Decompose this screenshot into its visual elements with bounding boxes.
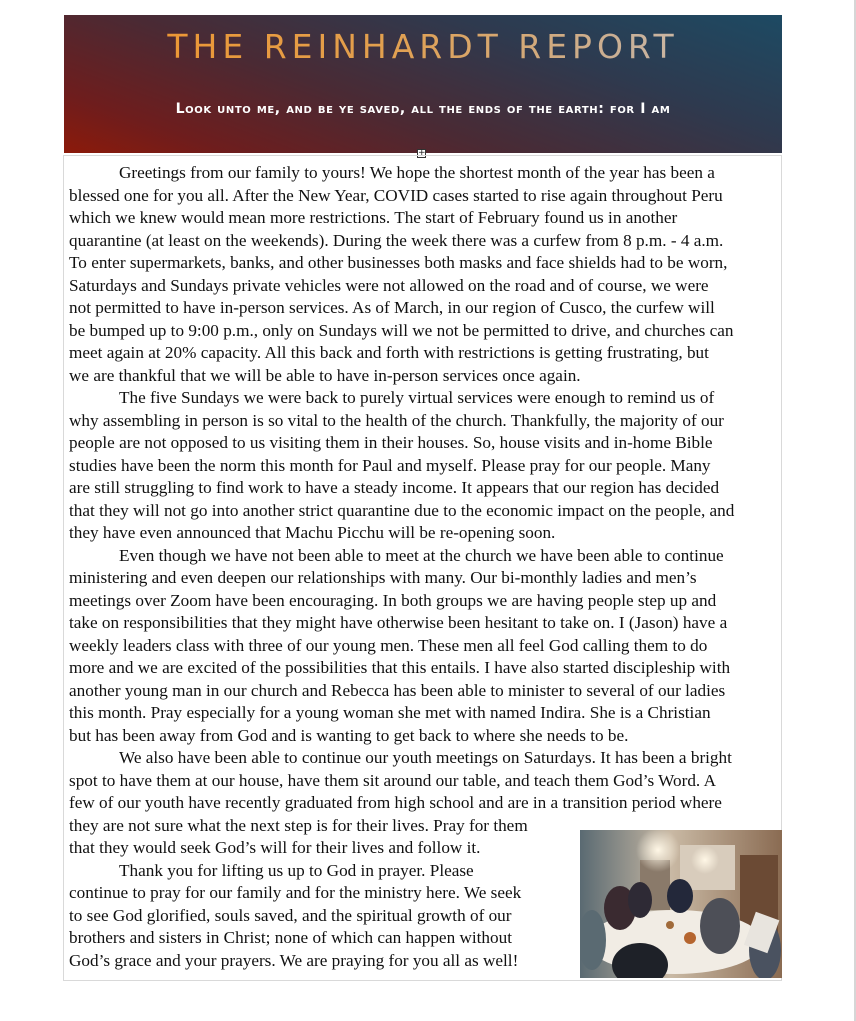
article-line: another young man in our church and Rebecca has been able to minister to several of our ladies	[69, 680, 726, 700]
article-line: meetings over Zoom have been encouraging. In both groups we are having people step up and	[69, 590, 717, 610]
article-line: brothers and sisters in Christ; none of which can happen without	[69, 928, 512, 947]
paragraph-first-line: The five Sundays we were back to purely virtual services were enough to remind us of	[119, 388, 715, 407]
article-line: not permitted to have in-person services. As of March, in our region of Cusco, the curfew will	[69, 298, 715, 317]
photo-illustration	[580, 830, 782, 978]
article-line: this month. Pray especially for a young woman she met with named Indira. She is a Christian	[69, 703, 711, 722]
article-line: they have even announced that Machu Picchu will be re-opening soon.	[69, 523, 556, 542]
article-line: studies have been the norm this month for Paul and myself. Please pray for our people. Many	[69, 455, 711, 475]
article-line: that they will not go into another strict quarantine due to the economic impact on the people, and	[69, 500, 735, 520]
article-line: Saturdays and Sundays private vehicles were not allowed on the road and of course, we were	[69, 275, 709, 295]
youth-meeting-photo	[580, 830, 782, 978]
article-line: we are thankful that we will be able to have in-person services once again.	[69, 365, 581, 385]
newsletter-title: THE REINHARDT REPORT	[64, 27, 782, 66]
paragraph-first-line: We also have been able to continue our youth meetings on Saturdays. It has been a bright	[119, 748, 732, 767]
article-line: which we knew would mean more restrictions. The start of February found us in another	[69, 208, 678, 227]
article-line: are still struggling to find work to have a steady income. It appears that our region has decided	[69, 478, 720, 497]
article-line: continue to pray for our family and for the ministry here. We seek	[69, 883, 522, 902]
article-line: blessed one for you all. After the New Year, COVID cases started to rise again throughout Peru	[69, 185, 723, 205]
article-line: To enter supermarkets, banks, and other businesses both masks and face shields had to be worn,	[69, 253, 728, 272]
article-line: meet again at 20% capacity. All this back and forth with restrictions is getting frustrating, but	[69, 343, 709, 362]
article-line: to see God glorified, souls saved, and the spiritual growth of our	[69, 905, 512, 925]
article-line: ministering and even deepen our relationships with many. Our bi-monthly ladies and men’s	[69, 568, 697, 587]
paragraph-first-line: Even though we have not been able to meet at the church we have been able to continue	[119, 545, 724, 565]
article-line: take on responsibilities that they might have otherwise been hesitant to take on. I (Jason) have a	[69, 613, 728, 632]
article-line: more and we are excited of the possibilities that this entails. I have also started discipleship with	[69, 658, 731, 677]
move-anchor-icon[interactable]: +	[418, 148, 426, 158]
paragraph-first-line: Greetings from our family to yours! We hope the shortest month of the year has been a	[119, 163, 715, 182]
article-line: but has been away from God and is wanting to get back to where she needs to be.	[69, 725, 629, 745]
article-line: few of our youth have recently graduated from high school and are in a transition period where	[69, 793, 722, 812]
article-line: be bumped up to 9:00 p.m., only on Sundays will we not be permitted to drive, and churches can	[69, 320, 734, 340]
article-line: spot to have them at our house, have them sit around our table, and teach them God’s Word. A	[69, 770, 716, 790]
article-line: weekly leaders class with three of our young men. These men all feel God calling them to do	[69, 635, 708, 655]
article-line: they are not sure what the next step is for their lives. Pray for them	[69, 815, 528, 835]
article-line: why assembling in person is so vital to the health of the church. Thankfully, the majority of our	[69, 410, 724, 430]
article-line: that they would seek God’s will for their lives and follow it.	[69, 838, 481, 857]
newsletter-banner	[64, 15, 782, 153]
paragraph-first-line: Thank you for lifting us up to God in prayer. Please	[119, 860, 474, 880]
banner-verse: Look unto me, and be ye saved, all the ends of the earth: for I am	[175, 101, 671, 117]
article-line: quarantine (at least on the weekends). During the week there was a curfew from 8 p.m. - 4 a.m.	[69, 230, 724, 250]
article-line: people are not opposed to us visiting them in their houses. So, house visits and in-home Bible	[69, 433, 713, 452]
article-line: God’s grace and your prayers. We are praying for you all as well!	[69, 950, 519, 970]
